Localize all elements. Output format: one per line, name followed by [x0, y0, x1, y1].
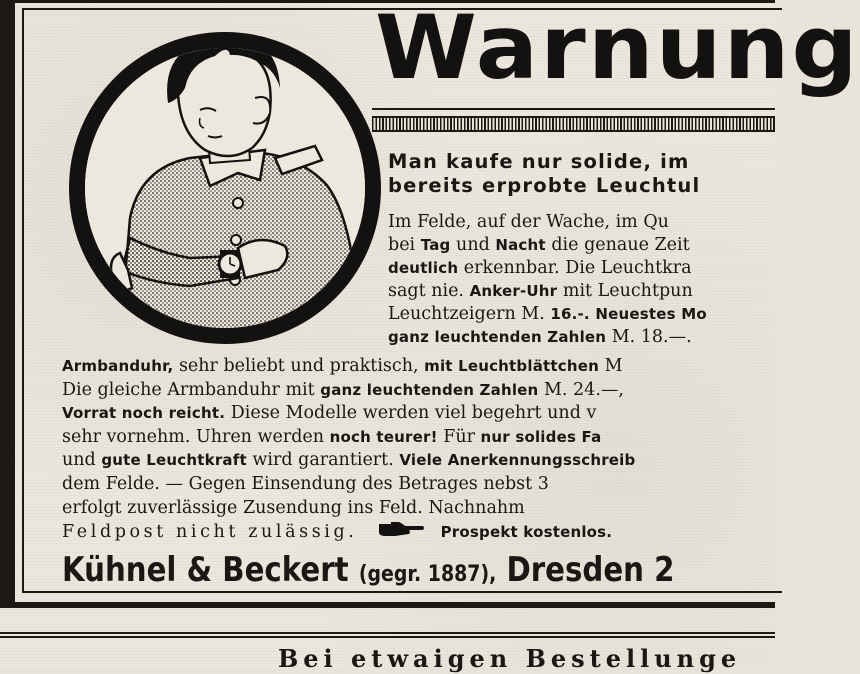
bold-text-segment: Anker-Uhr: [469, 282, 558, 300]
bold-text-segment: Viele Anerkennungsschreib: [399, 451, 636, 470]
text-segment: M. 24.—,: [538, 379, 624, 400]
bold-text-segment: ganz leuchtenden Zahlen: [388, 328, 607, 346]
feldpost-line: [62, 520, 612, 545]
firm-name: Kühnel & Beckert: [62, 550, 349, 590]
full-width-text: [62, 355, 775, 520]
bold-text-segment: mit Leuchtblättchen: [424, 357, 599, 375]
text-line: [62, 473, 775, 497]
text-segment: sehr vornehm. Uhren werden: [62, 426, 330, 447]
text-segment: die genaue Zeit: [545, 235, 690, 255]
divider-rule: [372, 108, 775, 110]
text-segment: dem Felde. — Gegen Einsendung des Betrages nebst 3: [62, 473, 549, 494]
text-line: [388, 280, 788, 303]
text-line: [62, 355, 775, 379]
bold-text-segment: noch teurer!: [329, 427, 438, 446]
text-segment: M. 18.—.: [606, 327, 692, 347]
text-line: [62, 426, 775, 450]
bold-text-segment: 16.-.: [550, 305, 590, 323]
bold-text-segment: deutlich: [388, 259, 459, 277]
text-line: [62, 497, 775, 521]
text-line: [388, 234, 788, 257]
city: Dresden 2: [506, 550, 675, 590]
bold-text-segment: Vorrat noch reicht.: [62, 404, 226, 423]
text-segment: Für: [437, 426, 481, 447]
text-line: [62, 379, 775, 403]
pointing-hand-icon: [377, 520, 425, 545]
subheadline-line: bereits erprobte Leuchtul: [388, 174, 701, 197]
bottom-rule: [0, 632, 775, 638]
bold-text-segment: nur solides Fa: [480, 427, 602, 446]
text-segment: M: [599, 356, 623, 376]
bold-text-segment: ganz leuchtenden Zahlen: [320, 380, 539, 399]
text-line: [388, 211, 788, 234]
text-segment: und: [450, 235, 496, 255]
text-segment: wird garantiert.: [246, 450, 400, 471]
text-line: [388, 257, 788, 280]
hatched-rule: [372, 116, 775, 132]
text-line: [62, 402, 775, 426]
bold-text-segment: gute Leuchtkraft: [101, 451, 247, 470]
text-segment: erkennbar. Die Leuchtkra: [458, 258, 692, 278]
bold-text-segment: Armbanduhr,: [62, 357, 174, 375]
founded-year: (gegr. 1887),: [358, 562, 497, 587]
right-column-text: [388, 211, 788, 349]
prospekt-note: Prospekt kostenlos.: [440, 523, 613, 541]
text-segment: Im Felde, auf der Wache, im Qu: [388, 212, 669, 232]
text-segment: sehr beliebt und praktisch,: [173, 356, 425, 376]
subheadline-line: Man kaufe nur solide, im: [388, 150, 690, 173]
headline: Warnung: [375, 0, 860, 99]
text-line: [62, 449, 775, 473]
feldpost-note: Feldpost nicht zulässig.: [62, 522, 358, 542]
text-segment: sagt nie.: [388, 281, 470, 301]
text-segment: mit Leuchtpun: [557, 281, 693, 301]
text-line: [388, 303, 788, 326]
text-segment: bei: [388, 235, 421, 255]
text-segment: Leuchtzeigern M.: [388, 304, 551, 324]
soldier-watch-illustration: [60, 8, 380, 343]
subheadline: [388, 150, 700, 198]
bold-text-segment: Tag: [420, 236, 451, 254]
bold-text-segment: Neuestes Mo: [595, 305, 707, 323]
text-segment: und: [62, 450, 102, 471]
text-line: [388, 326, 788, 349]
text-segment: Diese Modelle werden viel begehrt und v: [225, 403, 597, 424]
text-segment: erfolgt zuverlässige Zusendung ins Feld. Nachnahm: [62, 497, 525, 518]
text-segment: Die gleiche Armbanduhr mit: [62, 379, 321, 400]
next-ad-text: Bei etwaigen Bestellunge: [278, 644, 742, 673]
firm-address: [62, 550, 675, 595]
bold-text-segment: Nacht: [495, 236, 546, 254]
